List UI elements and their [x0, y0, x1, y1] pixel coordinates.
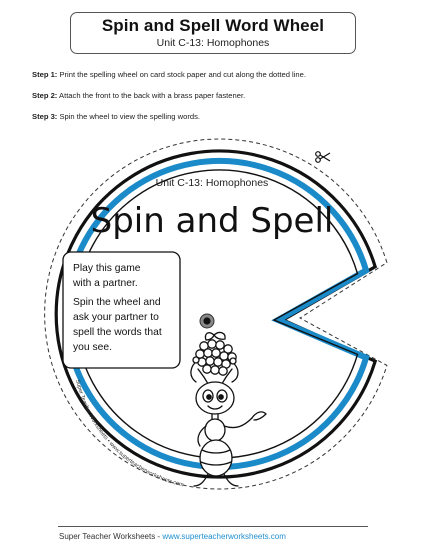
instruction-line-4: ask your partner to — [73, 312, 159, 323]
footer-separator: - — [155, 532, 163, 541]
side-text-path: Super Teacher Worksheets • www.superteacherworksheets.com — [74, 379, 185, 489]
scissors-icon — [316, 152, 330, 163]
footer-url-link[interactable]: www.superteacherworksheets.com — [162, 532, 286, 541]
instruction-line-5: spell the words that — [73, 327, 162, 338]
footer — [59, 532, 286, 541]
step-3-text: Spin the wheel to view the spelling words. — [57, 112, 201, 121]
page-subtitle: Unit C-13: Homophones — [156, 37, 270, 49]
page-title: Spin and Spell Word Wheel — [101, 16, 325, 35]
step-1-text: Print the spelling wheel on card stock paper and cut along the dotted line. — [57, 70, 306, 79]
step-3-label: Step 3: — [32, 112, 58, 121]
brass-fastener-icon[interactable] — [200, 314, 214, 328]
instruction-line-2: with a partner. — [73, 278, 138, 289]
step-2-text: Attach the front to the back with a brass paper fastener. — [57, 91, 246, 100]
footer-brand: Super Teacher Worksheets — [59, 532, 156, 541]
wheel-title: Spin and Spell — [90, 201, 334, 241]
instruction-line-6: you see. — [73, 342, 112, 353]
instruction-line-1: Play this game — [73, 263, 141, 274]
footer-divider — [58, 526, 368, 527]
step-1-label: Step 1: — [32, 70, 58, 79]
step-2-label: Step 2: — [32, 91, 58, 100]
instruction-line-3: Spin the wheel and — [73, 297, 161, 308]
wheel-unit-label: Unit C-13: Homophones — [155, 177, 269, 189]
